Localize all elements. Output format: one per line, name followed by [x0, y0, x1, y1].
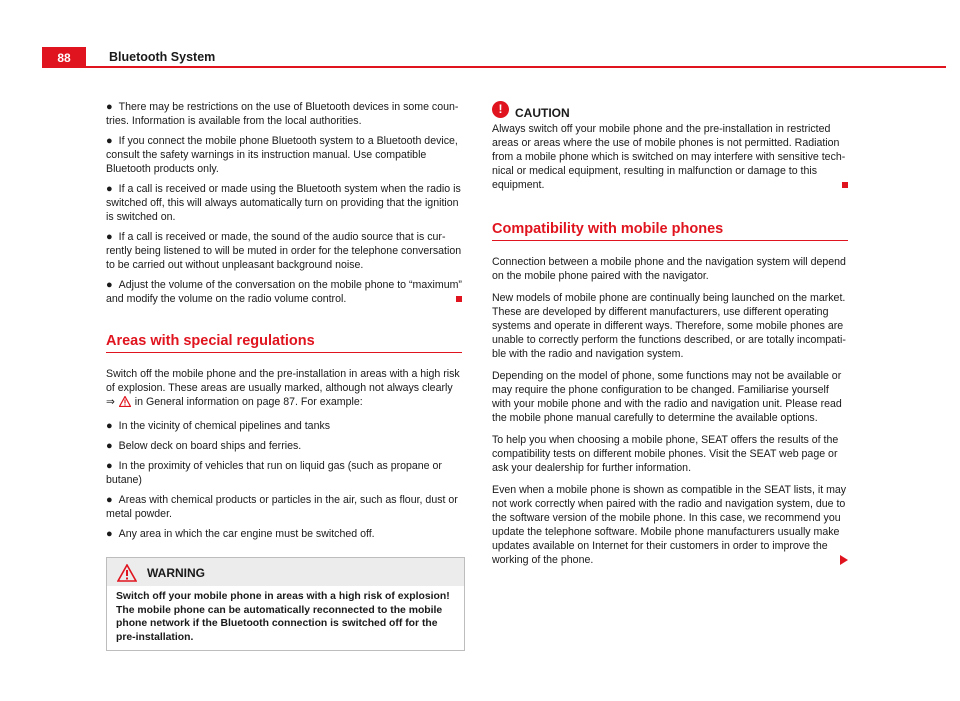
page-number: 88 — [42, 47, 86, 68]
bullet-icon: ● — [106, 101, 113, 113]
bullet-icon: ● — [106, 183, 113, 195]
list-item: ● Below deck on board ships and ferries. — [106, 440, 302, 452]
list-item: ● Any area in which the car engine must be switched off. — [106, 528, 375, 540]
header-title: Bluetooth System — [109, 50, 216, 64]
list-item: ● In the vicinity of chemical pipelines and tanks — [106, 420, 331, 432]
caution-icon: ! — [492, 101, 509, 118]
bullet-icon: ● — [106, 279, 113, 291]
section-heading-compat: Compatibility with mobile phones — [492, 222, 848, 241]
paragraph: Connection between a mobile phone and the navigation system will depend on the mobile phone paired with the navigator. — [492, 256, 846, 282]
bullet-icon: ● — [106, 440, 113, 452]
warning-title: WARNING — [147, 566, 205, 580]
caution-text: Always switch off your mobile phone and the pre-installation in restricted areas or areas where the use of mobile phones is not permitted. Radiation from a mobile phone which is switched on may interfere with sensitive technical or medical equipment, resulting in malfunction or damage to this equipment. — [492, 122, 848, 192]
paragraph: New models of mobile phone are continually being launched on the market. These are developed by different manufacturers, use different operating systems and operate in different ways. Therefore, some mobile phones are unable to correctly perform the functions described, or are totally incompatible with the radio and navigation system. — [492, 292, 846, 360]
areas-intro: Switch off the mobile phone and the pre-installation in areas with a high risk of explosion. These areas are usually marked, although not always clearly ⇒ in General information on page 87. For example: — [106, 367, 462, 411]
bullet-icon: ● — [106, 528, 113, 540]
paragraph: Even when a mobile phone is shown as compatible in the SEAT lists, it may not work correctly when paired with the radio and navigation system, due to the software version of the mobile phone. In this case, we recommend you update the telephone software. Mobile phone manufacturers usually make updates available on Internet for their customers in order to improve the working of the phone. — [492, 484, 847, 566]
list-item: ● There may be restrictions on the use of Bluetooth devices in some countries. Information is available from the local authorities. — [106, 101, 459, 127]
bullet-icon: ● — [106, 135, 113, 147]
left-column — [106, 100, 462, 651]
section-heading-areas: Areas with special regulations — [106, 334, 462, 353]
list-item: ● Areas with chemical products or particles in the air, such as flour, dust or metal powder. — [106, 494, 458, 520]
warning-text: Switch off your mobile phone in areas with a high risk of explosion! The mobile phone can be automatically reconnected to the mobile phone network if the Bluetooth connection is switched off for the pre-installation. — [107, 586, 464, 650]
list-item: ● In the proximity of vehicles that run on liquid gas (such as propane or butane) — [106, 460, 442, 486]
paragraph: To help you when choosing a mobile phone, SEAT offers the results of the compatibility tests on different mobile phones. Visit the SEAT web page or ask your dealership for further information. — [492, 434, 839, 474]
right-column — [492, 102, 848, 575]
section-end-icon — [456, 296, 462, 302]
list-item: ● If a call is received or made, the sound of the audio source that is currently being listened to will be muted in order for the telephone conversation to be carried out without unpleasant background noise. — [106, 231, 462, 271]
caution-title: CAUTION — [515, 106, 570, 120]
list-item: ● If a call is received or made using the Bluetooth system when the radio is switched off, this will always automatically turn on providing that the ignition is switched on. — [106, 183, 461, 223]
list-item: ● If you connect the mobile phone Bluetooth system to a Bluetooth device, consult the safety warnings in its instruction manual. Use compatible Bluetooth products only. — [106, 135, 458, 175]
paragraph: Depending on the model of phone, some functions may not be available or may require the phone configuration to be changed. Familiarise yourself with your mobile phone and with the radio and navigation unit. Please read the mobile phone manual carefully to determine the available options. — [492, 370, 842, 424]
caution-header — [492, 102, 848, 120]
section-end-icon — [842, 182, 848, 188]
bullet-icon: ● — [106, 231, 113, 243]
bullet-icon: ● — [106, 460, 113, 472]
bullet-icon: ● — [106, 420, 113, 432]
warning-header — [107, 558, 464, 586]
continue-arrow-icon — [840, 555, 848, 565]
warning-triangle-icon — [119, 396, 131, 411]
header-rule — [42, 66, 946, 68]
list-item: ● Adjust the volume of the conversation on the mobile phone to “maximum” and modify the volume on the radio volume control. — [106, 279, 462, 305]
bullet-icon: ● — [106, 494, 113, 506]
warning-triangle-icon — [117, 564, 137, 582]
warning-box — [106, 557, 465, 651]
